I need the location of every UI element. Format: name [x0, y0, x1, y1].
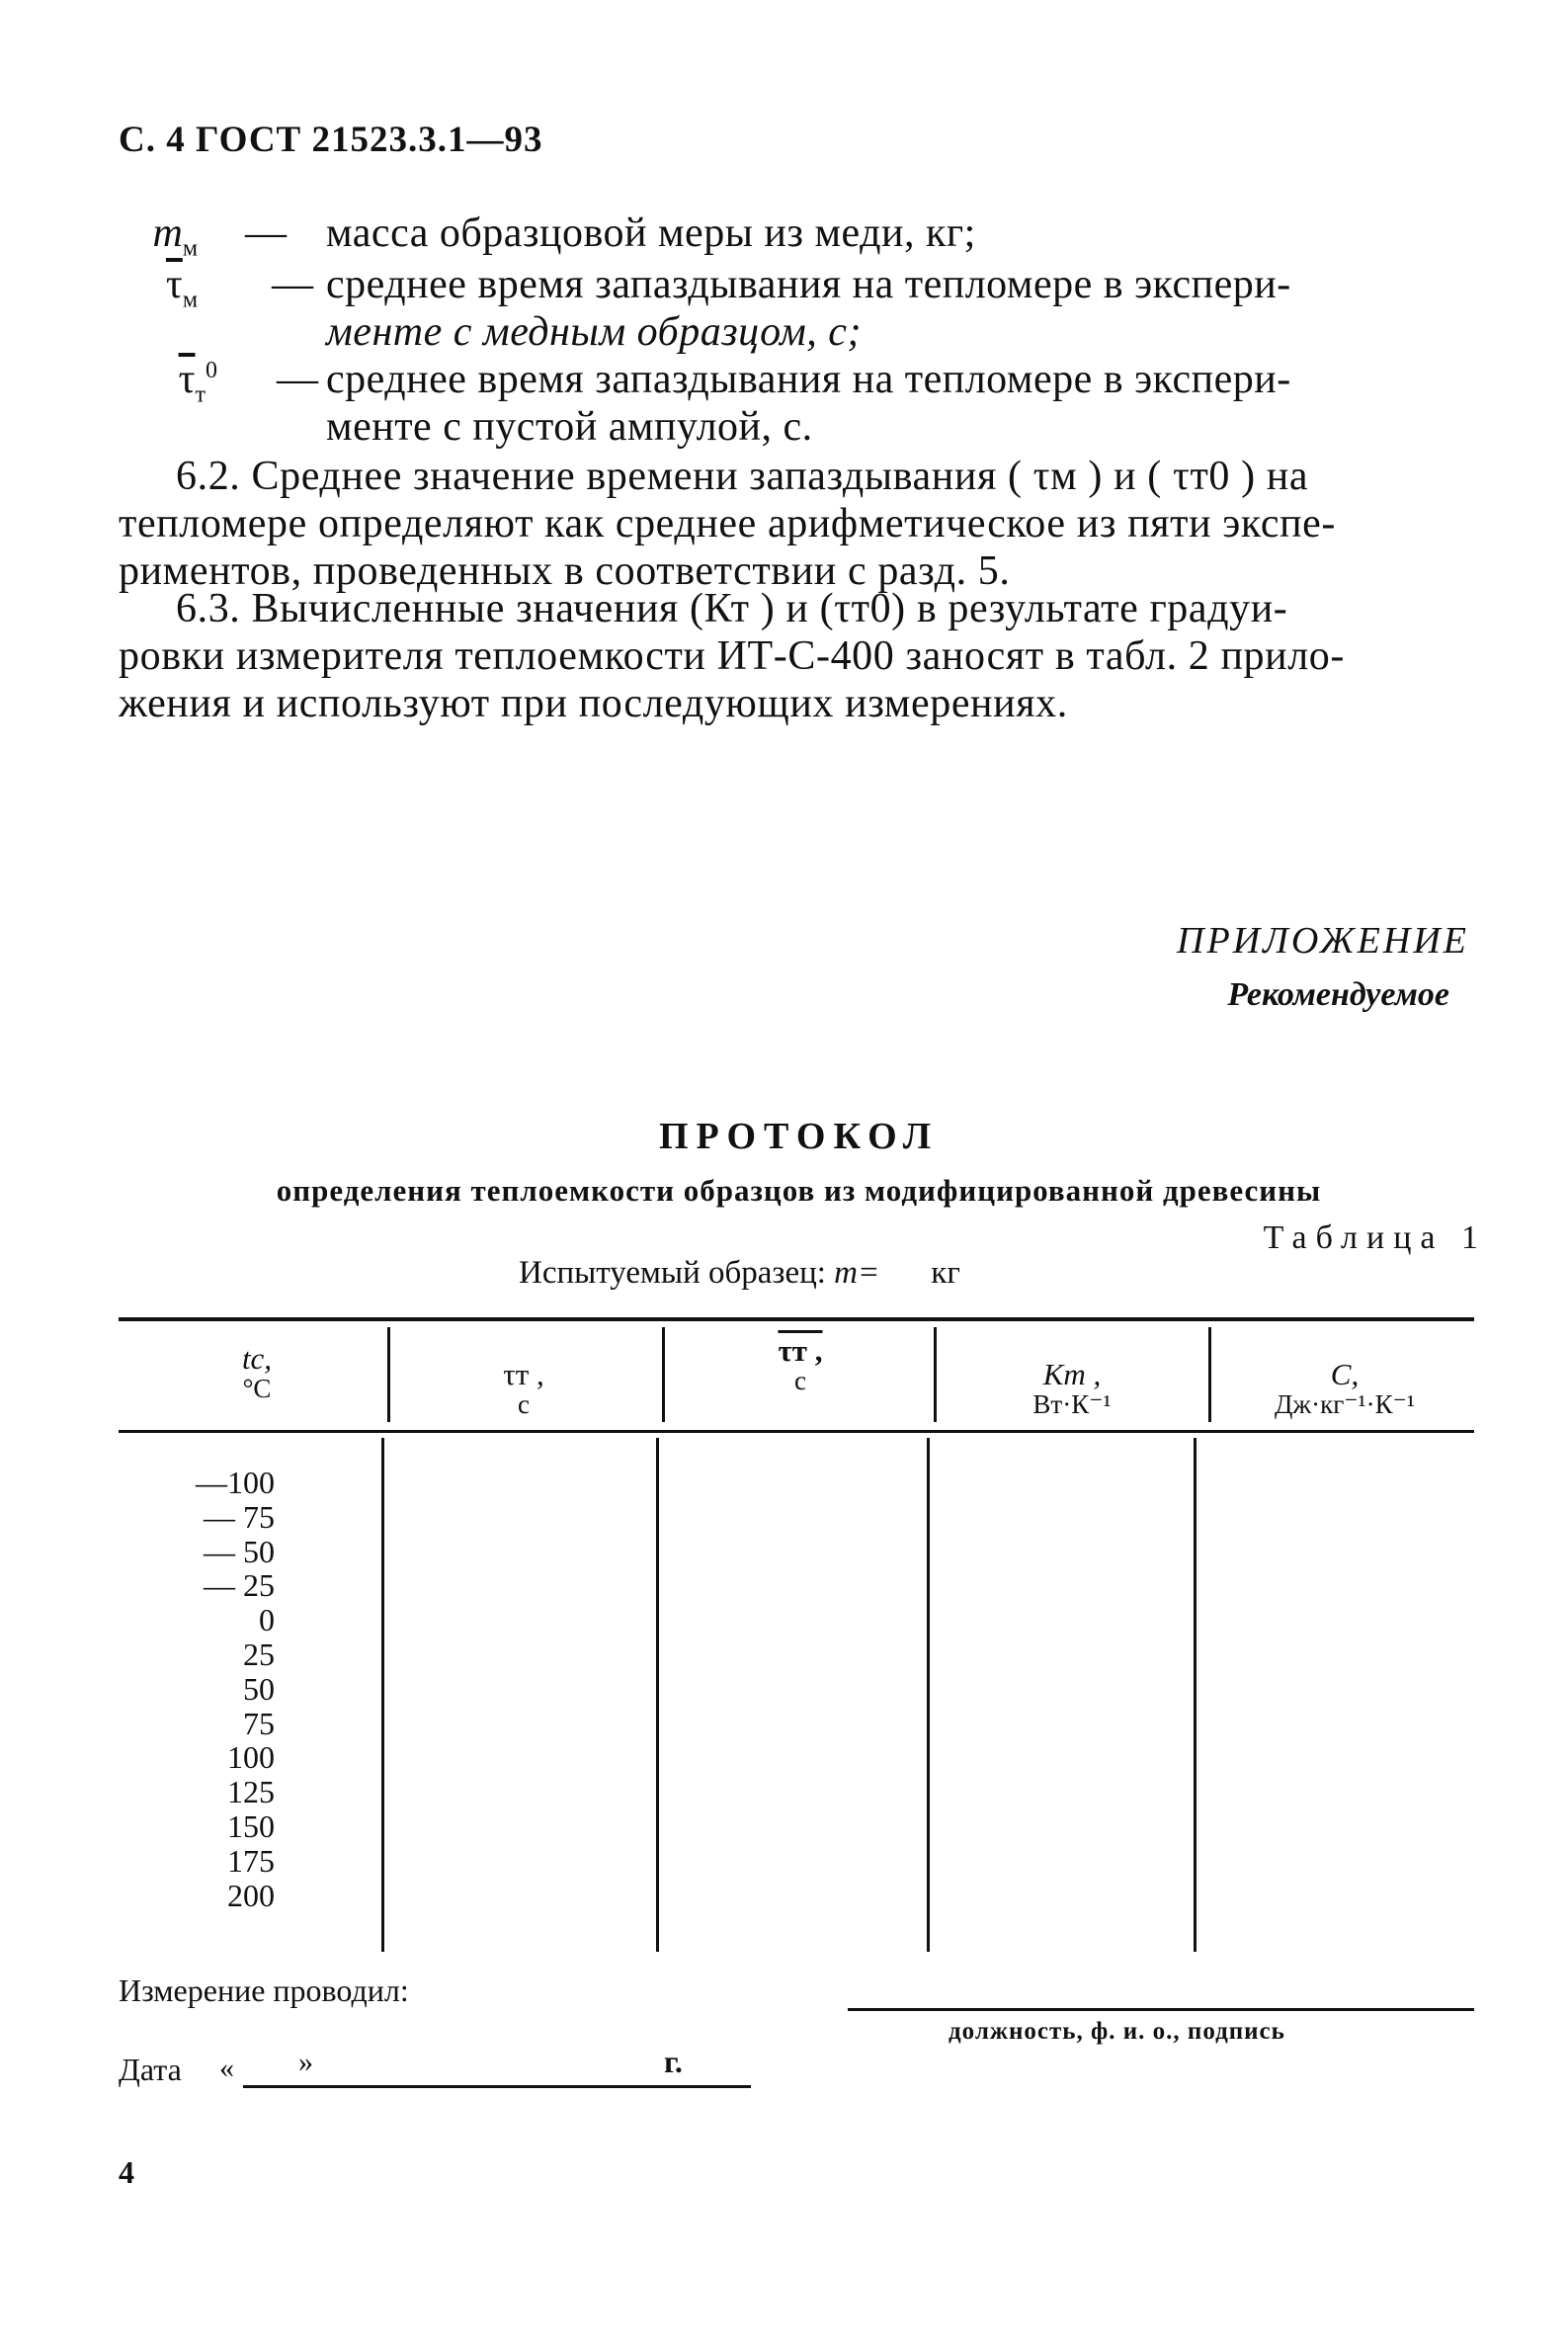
signature-line: [848, 2008, 1474, 2011]
body-divider: [927, 1438, 930, 1952]
table-header-rule: [119, 1430, 1474, 1433]
definition-dash: —: [272, 262, 313, 307]
definition-symbol-tau-m: $\overline{\tau}_м$: [165, 262, 198, 313]
header-divider: [1208, 1327, 1211, 1422]
table-top-rule: [119, 1317, 1474, 1321]
table-row: 150: [227, 1807, 275, 1844]
sample-variable: m=: [834, 1255, 880, 1291]
definition-text-mass: масса образцовой меры из меди, кг;: [326, 210, 976, 256]
paragraph-6-2: 6.2. Среднее значение времени запаздывания ( τм ) и ( τт0 ) на тепломере определяют как среднее арифметическое из пяти экспе- риментов, проведенных в соответствии с разд. 5.: [119, 454, 1336, 594]
column-header-temperature: tс, °С: [241, 1341, 273, 1403]
paragraph-6-3: 6.3. Вычисленные значения (Кт ) и (τт0) в результате градуи- ровки измерителя теплоемкости ИТ-С-400 заносят в табл. 2 прило- жения и используют при последующих измерениях.: [119, 586, 1345, 726]
table-row: —100: [196, 1465, 275, 1500]
page-header: С. 4 ГОСТ 21523.3.1—93: [119, 120, 543, 160]
definition-symbol-tau-t0: $\overline{\tau}_т^0$: [178, 357, 217, 408]
header-divider: [934, 1327, 937, 1422]
table-row: 0: [259, 1602, 275, 1638]
protocol-title: ПРОТОКОЛ: [658, 1116, 940, 1157]
body-divider: [381, 1438, 384, 1952]
date-close-quote: »: [298, 2046, 313, 2078]
sample-prefix: Испытуемый образец:: [519, 1255, 835, 1291]
date-open-quote: «: [219, 2052, 234, 2084]
sample-unit: кг: [931, 1255, 960, 1291]
column-header-k-t: Кт , Вт·К⁻¹: [1032, 1357, 1112, 1419]
table-row: 25: [243, 1636, 275, 1672]
header-divider: [387, 1327, 390, 1422]
appendix-title: ПРИЛОЖЕНИЕ: [1177, 920, 1469, 962]
table-row: 200: [227, 1877, 275, 1913]
year-suffix: г.: [664, 2044, 683, 2079]
column-header-tau-t-mean: τт , с: [778, 1333, 823, 1395]
table-row: 100: [227, 1739, 275, 1776]
body-divider: [656, 1438, 659, 1952]
definition-text-tau-m: среднее время запаздывания на тепломере в экспери- менте с медным образцом, с;: [326, 262, 1291, 355]
definition-dash: —: [277, 357, 318, 402]
table-row: 50: [243, 1670, 275, 1707]
temperature-column: [168, 1466, 275, 1912]
table-label: Таблица 1: [1263, 1219, 1487, 1256]
definition-symbol-m: $m_м$: [152, 210, 198, 262]
signature-note: должность, ф. и. о., подпись: [949, 2018, 1285, 2045]
definition-text-tau-t0: среднее время запаздывания на тепломере в экспери- менте с пустой ампулой, с.: [326, 357, 1291, 450]
date-label: Дата: [119, 2052, 182, 2087]
date-line: [243, 2085, 751, 2088]
table-row: — 75: [204, 1498, 275, 1535]
table-row: 75: [243, 1705, 275, 1741]
table-row: — 25: [204, 1567, 275, 1604]
protocol-subtitle: определения теплоемкости образцов из модифицированной древесины: [276, 1173, 1322, 1208]
definition-dash: —: [245, 210, 287, 256]
header-divider: [662, 1327, 665, 1422]
table-row: 125: [227, 1774, 275, 1810]
column-header-tau-t: τт , с: [503, 1357, 544, 1419]
sample-line: [519, 1255, 960, 1292]
body-divider: [1194, 1438, 1197, 1952]
measured-by-label: Измерение проводил:: [119, 1972, 409, 2008]
table-row: 175: [227, 1842, 275, 1879]
appendix-subtitle: Рекомендуемое: [1227, 976, 1449, 1013]
column-header-c: С, Дж·кг⁻¹·К⁻¹: [1275, 1357, 1415, 1419]
table-row: — 50: [204, 1533, 275, 1569]
page-number: 4: [119, 2154, 134, 2190]
